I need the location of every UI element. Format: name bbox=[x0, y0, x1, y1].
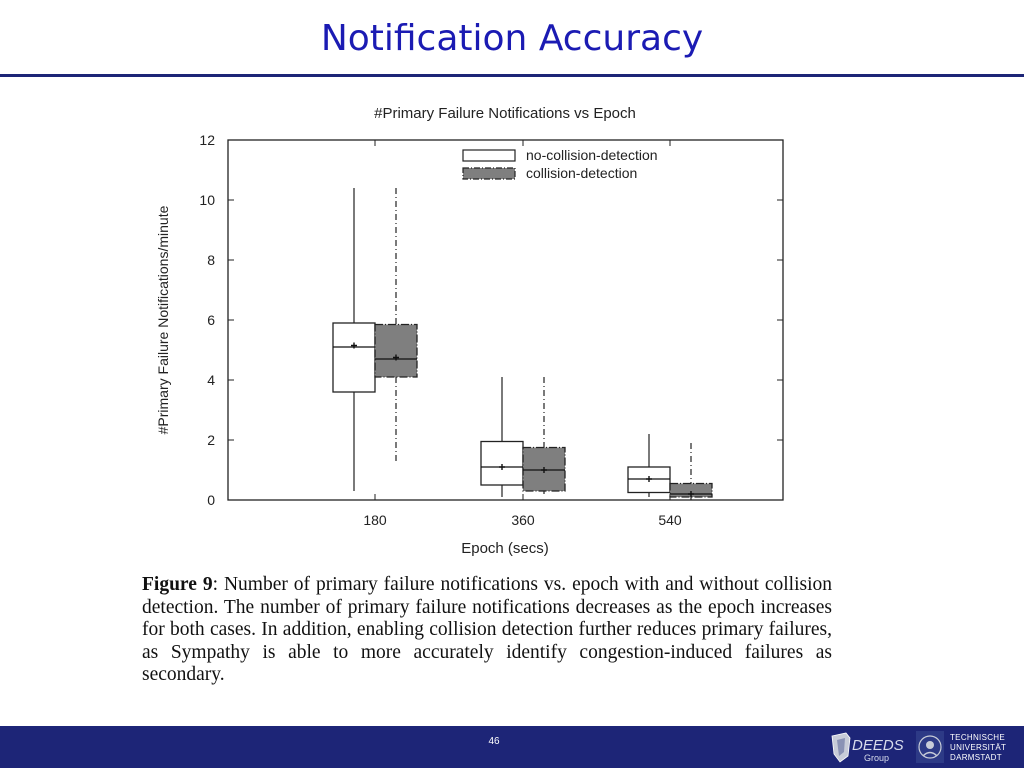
x-tick-label: 540 bbox=[658, 512, 682, 528]
box-collision-360 bbox=[523, 377, 565, 494]
tu-logo-line-3: DARMSTADT bbox=[950, 753, 1002, 762]
box-no-collision-360 bbox=[481, 377, 523, 497]
y-axis-label: #Primary Failure Notifications/minute bbox=[155, 205, 171, 435]
y-tick-label: 10 bbox=[199, 192, 215, 208]
box-iqr bbox=[375, 325, 417, 378]
legend-label-no-collision: no-collision-detection bbox=[526, 147, 658, 163]
deeds-logo bbox=[828, 730, 908, 764]
legend-label-collision: collision-detection bbox=[526, 165, 638, 181]
deeds-crest-icon bbox=[832, 733, 850, 762]
box-iqr bbox=[333, 323, 375, 392]
deeds-logo-name: DEEDS bbox=[852, 737, 904, 754]
x-tick-label: 360 bbox=[511, 512, 535, 528]
x-tick-label: 180 bbox=[363, 512, 387, 528]
legend bbox=[463, 147, 658, 181]
tu-seal-icon bbox=[916, 729, 946, 765]
footer-bar bbox=[0, 726, 1024, 768]
y-tick-label: 6 bbox=[207, 312, 215, 328]
y-tick-label: 2 bbox=[207, 432, 215, 448]
y-tick-label: 4 bbox=[207, 372, 215, 388]
box-iqr bbox=[481, 442, 523, 486]
y-tick-label: 12 bbox=[199, 132, 215, 148]
box-collision-180 bbox=[375, 188, 417, 461]
box-no-collision-180 bbox=[333, 188, 375, 491]
box-no-collision-540 bbox=[628, 434, 670, 497]
slide-title: Notification Accuracy bbox=[320, 18, 704, 59]
deeds-logo-sub: Group bbox=[864, 753, 890, 763]
x-axis-label: Epoch (secs) bbox=[461, 540, 549, 557]
caption-text: : Number of primary failure notifications vs. epoch with and without collision detection. The number of primary failure notifications decreases as the epoch increases for both cases. In addition, enabling collision detection further reduces primary failures, as Sympathy is able to more accurately identify congestion-induced failures as secondary. bbox=[142, 574, 833, 685]
chart-title: #Primary Failure Notifications vs Epoch bbox=[374, 105, 636, 122]
tu-logo-line-1: TECHNISCHE bbox=[950, 733, 1006, 742]
legend-swatch-collision bbox=[463, 168, 515, 179]
tu-logo-line-2: UNIVERSITÄT bbox=[950, 743, 1007, 752]
caption-figure-label: Figure 9 bbox=[142, 574, 213, 595]
page-number: 46 bbox=[488, 736, 500, 747]
y-tick-label: 8 bbox=[207, 252, 215, 268]
y-tick-label: 0 bbox=[207, 492, 215, 508]
figure-caption bbox=[142, 574, 832, 687]
legend-swatch-no-collision bbox=[463, 150, 515, 161]
tu-darmstadt-logo bbox=[916, 729, 1022, 765]
box-collision-540 bbox=[670, 443, 712, 500]
